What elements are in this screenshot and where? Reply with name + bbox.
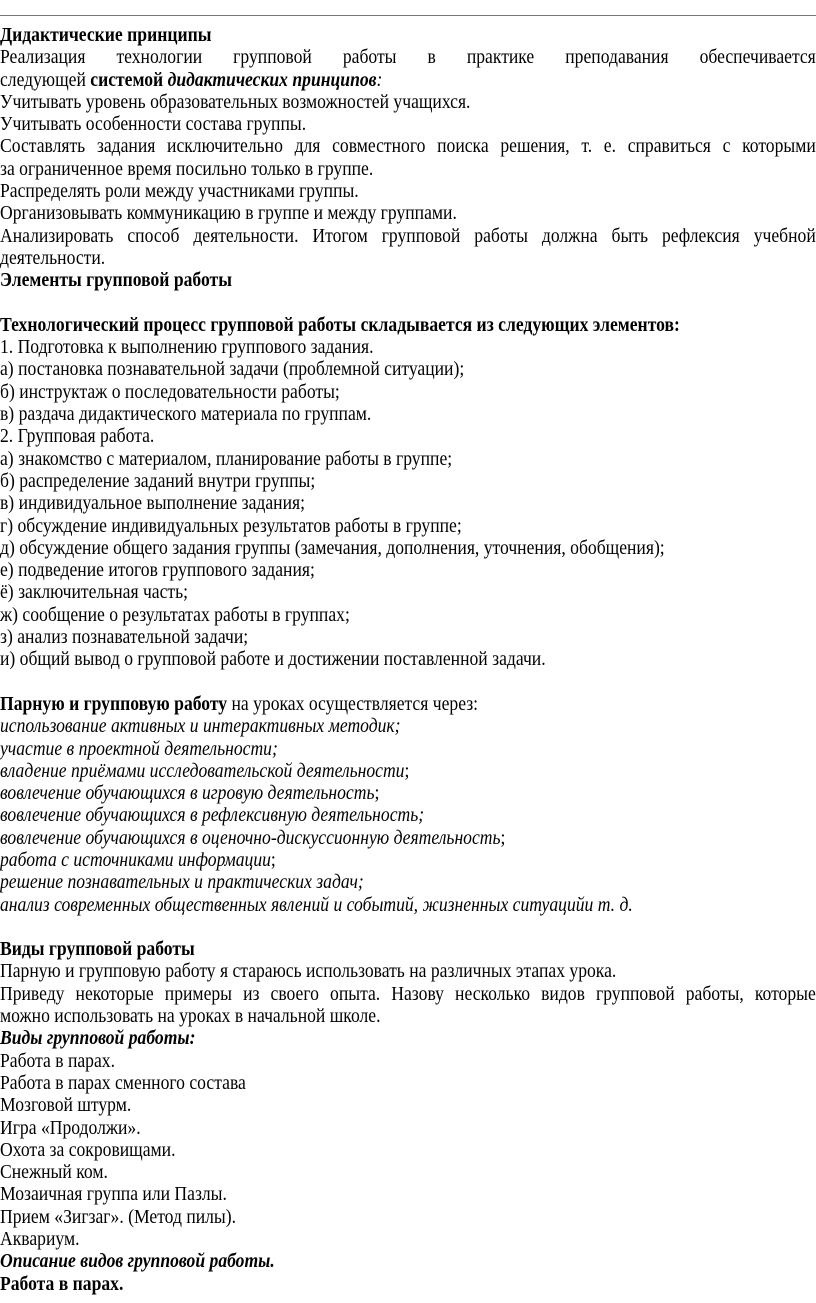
- text-line: [0, 69, 816, 91]
- text-line: [0, 515, 816, 537]
- bold-text: Дидактические принципы: [0, 24, 212, 46]
- italic-text: использование активных и интерактивных методик;: [0, 715, 401, 738]
- text-line: [0, 827, 816, 849]
- text-line: [0, 358, 816, 380]
- text-span: а) постановка познавательной задачи (проблемной ситуации);: [0, 358, 465, 381]
- text-span: 1. Подготовка к выполнению группового задания.: [0, 336, 374, 359]
- text-span: Составлять задания исключительно для совместного поиска решения, т. е. справиться с которыми: [0, 135, 816, 158]
- bold-text: Элементы групповой работы: [0, 269, 232, 292]
- bold-text: Технологический процесс групповой работы складывается из следующих элементов:: [0, 313, 680, 336]
- text-span: за ограниченное время посильно только в группе.: [0, 157, 374, 180]
- text-line: [0, 626, 816, 648]
- text-line: [0, 693, 816, 715]
- text-line: [0, 760, 816, 782]
- text-span: Работа в парах сменного состава: [0, 1071, 246, 1094]
- text-span: можно использовать на уроках в начальной школе.: [0, 1005, 381, 1028]
- text-span: Распределять роли между участниками группы.: [0, 180, 359, 203]
- text-line: [0, 403, 816, 425]
- text-line: [0, 604, 816, 626]
- text-span: д) обсуждение общего задания группы (замечания, дополнения, уточнения, обобщения);: [0, 536, 665, 559]
- text-line: [0, 1072, 816, 1094]
- text-span: б) инструктаж о последовательности работы;: [0, 380, 340, 403]
- text-line: [0, 715, 816, 737]
- italic-text: вовлечение обучающихся в игровую деятельность: [0, 782, 375, 805]
- text-span: Работа в парах.: [0, 1049, 116, 1072]
- italic-text: работа с источниками информации: [0, 848, 271, 871]
- text-span: Приведу некоторые примеры из своего опыта. Назову несколько видов групповой работы, которые: [0, 982, 816, 1005]
- text-span: Снежный ком.: [0, 1161, 108, 1184]
- text-line: [0, 225, 816, 247]
- text-span: ;: [500, 826, 506, 849]
- text-line: [0, 648, 816, 670]
- text-span: ;: [270, 848, 276, 871]
- italic-text: анализ современных общественных явлений и событий, жизненных ситуацийи т. д.: [0, 893, 633, 916]
- text-line: [0, 91, 816, 113]
- text-span: а) знакомство с материалом, планирование работы в группе;: [0, 447, 453, 470]
- text-span: Прием «Зигзаг». (Метод пилы).: [0, 1205, 237, 1228]
- text-span: и) общий вывод о групповой работе и достижении поставленной задачи.: [0, 648, 546, 671]
- text-span: ;: [374, 782, 380, 805]
- bold-text: системой: [90, 68, 168, 91]
- text-span: Реализация технологии групповой работы в практике преподавания обеспечивается: [0, 46, 816, 69]
- text-span: Учитывать уровень образовательных возможностей учащихся.: [0, 90, 471, 113]
- text-line: [0, 738, 816, 760]
- bold-text: дидактических принципов: [167, 68, 377, 91]
- blank-line: [0, 916, 816, 938]
- text-span: Охота за сокровищами.: [0, 1138, 176, 1161]
- text-line: [0, 336, 816, 358]
- bold-text: Виды групповой работы:: [0, 1027, 196, 1050]
- text-line: [0, 1273, 816, 1295]
- italic-text: решение познавательных и практических задач;: [0, 871, 364, 894]
- text-line: [0, 314, 816, 336]
- text-span: Мозаичная группа или Пазлы.: [0, 1183, 227, 1206]
- text-line: [0, 1183, 816, 1205]
- text-line: [0, 1117, 816, 1139]
- text-span: ;: [404, 759, 410, 782]
- italic-text: участие в проектной деятельности;: [0, 737, 278, 760]
- text-line: [0, 581, 816, 603]
- top-divider: [0, 15, 816, 16]
- text-span: Организовывать коммуникацию в группе и между группами.: [0, 202, 457, 225]
- text-span: е) подведение итогов группового задания;: [0, 559, 315, 582]
- text-span: Парную и групповую работу я стараюсь использовать на различных этапах урока.: [0, 960, 617, 983]
- bold-text: Описание видов групповой работы.: [0, 1250, 275, 1273]
- text-line: [0, 894, 816, 916]
- text-line: [0, 46, 816, 68]
- bold-text: Виды групповой работы: [0, 938, 195, 961]
- text-line: [0, 938, 816, 960]
- text-line: [0, 247, 816, 269]
- text-line: [0, 804, 816, 826]
- text-line: [0, 871, 816, 893]
- text-span: Анализировать способ деятельности. Итогом групповой работы должна быть рефлексия учебной: [0, 224, 816, 247]
- text-span: деятельности.: [0, 246, 106, 269]
- text-line: [0, 1139, 816, 1161]
- text-span: б) распределение заданий внутри группы;: [0, 469, 316, 492]
- text-span: Аквариум.: [0, 1228, 80, 1251]
- italic-text: вовлечение обучающихся в рефлексивную деятельность;: [0, 804, 425, 827]
- text-span: 2. Групповая работа.: [0, 425, 155, 448]
- italic-text: владение приёмами исследовательской деятельности: [0, 759, 405, 782]
- text-span: Мозговой штурм.: [0, 1094, 132, 1117]
- blank-line: [0, 292, 816, 314]
- text-span: следующей: [0, 68, 91, 91]
- text-span: з) анализ познавательной задачи;: [0, 626, 249, 649]
- text-span: г) обсуждение индивидуальных результатов работы в группе;: [0, 514, 462, 537]
- text-line: [0, 158, 816, 180]
- text-span: Игра «Продолжи».: [0, 1116, 141, 1139]
- italic-text: вовлечение обучающихся в оценочно-дискуссионную деятельность: [0, 826, 501, 849]
- text-line: [0, 470, 816, 492]
- text-line: [0, 1027, 816, 1049]
- text-line: [0, 782, 816, 804]
- text-span: Учитывать особенности состава группы.: [0, 113, 307, 136]
- text-span: в) индивидуальное выполнение задания;: [0, 492, 306, 515]
- text-line: [0, 1228, 816, 1250]
- bold-text: Работа в парах.: [0, 1272, 124, 1295]
- text-span: в) раздача дидактического материала по группам.: [0, 403, 372, 426]
- text-line: [0, 1050, 816, 1072]
- blank-line: [0, 671, 816, 693]
- text-line: [0, 1005, 816, 1027]
- text-line: [0, 559, 816, 581]
- text-line: [0, 381, 816, 403]
- text-line: [0, 113, 816, 135]
- text-line: [0, 202, 816, 224]
- text-line: [0, 425, 816, 447]
- text-line: [0, 1161, 816, 1183]
- text-line: [0, 537, 816, 559]
- text-line: [0, 983, 816, 1005]
- text-line: [0, 448, 816, 470]
- bold-text: Парную и групповую работу: [0, 692, 228, 715]
- text-line: [0, 492, 816, 514]
- text-line: [0, 1250, 816, 1272]
- text-line: [0, 1206, 816, 1228]
- text-span: ж) сообщение о результатах работы в группах;: [0, 603, 350, 626]
- text-line: [0, 849, 816, 871]
- text-line: [0, 269, 816, 291]
- text-line: [0, 24, 816, 46]
- text-line: [0, 960, 816, 982]
- italic-text: :: [376, 68, 383, 91]
- text-line: [0, 135, 816, 157]
- text-line: [0, 180, 816, 202]
- document-page: [0, 24, 816, 1295]
- text-span: ё) заключительная часть;: [0, 581, 189, 604]
- text-span: на уроках осуществляется через:: [227, 692, 479, 715]
- text-line: [0, 1094, 816, 1116]
